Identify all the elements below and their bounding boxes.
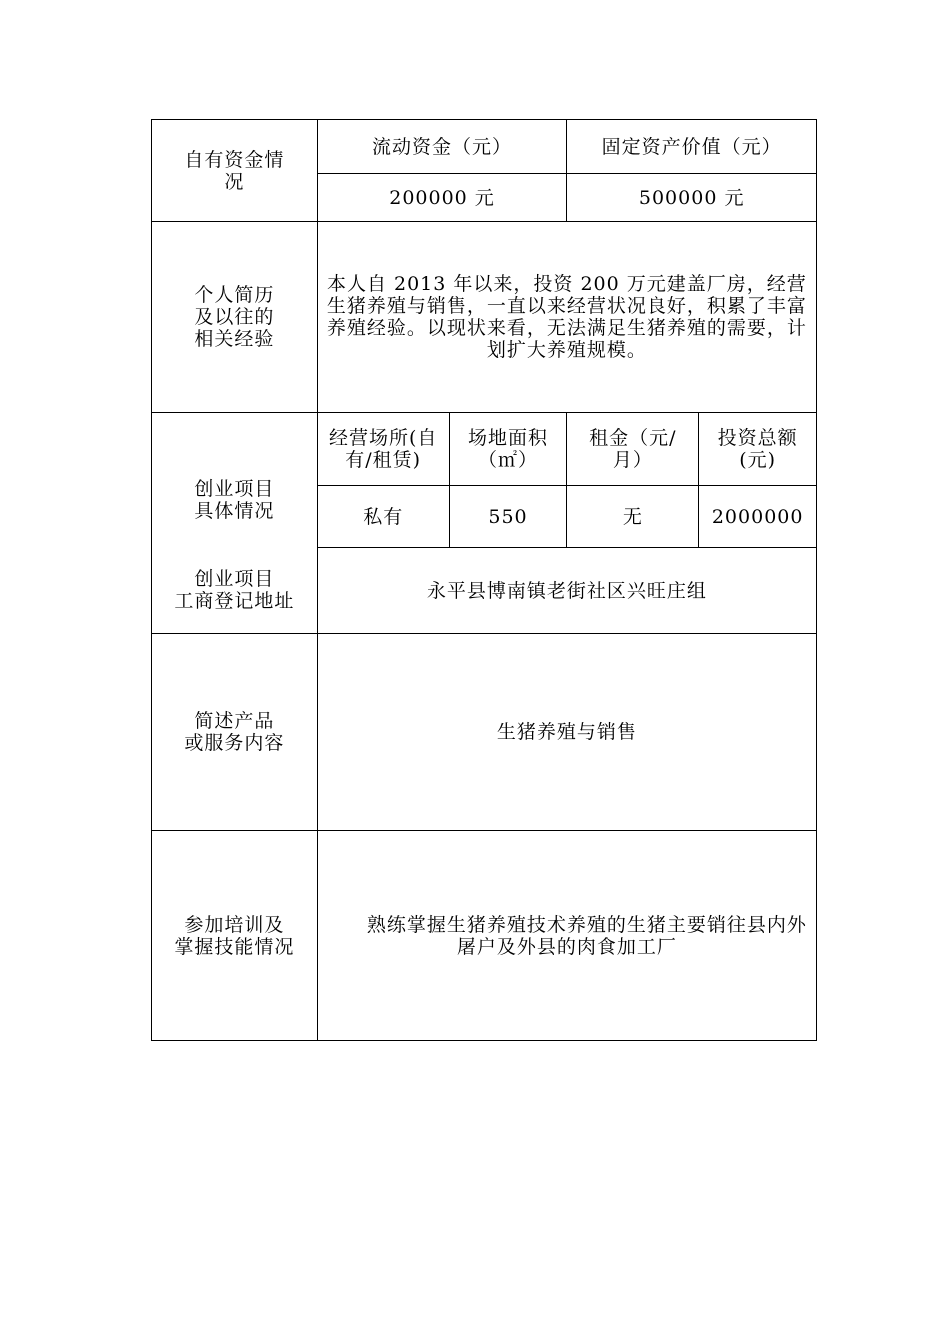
project-label: 创业项目 具体情况 [194,478,275,523]
project-header-investment [699,413,817,486]
resume-text: 本人自 2013 年以来，投资 200 万元建盖厂房，经营生猪养殖与销售，一直以来经营状况良好，积累了丰富养殖经验。以现状来看，无法满足生猪养殖的需要，计划扩大养殖规模。 [317,222,816,413]
project-label-cell [152,413,318,548]
product-text: 生猪养殖与销售 [317,634,816,831]
application-form-table [151,119,817,1041]
resume-row [152,222,817,413]
registration-label-cell [152,548,318,634]
resume-label-cell [152,222,318,413]
registration-address: 永平县博南镇老街社区兴旺庄组 [317,548,816,634]
training-label: 参加培训及 掌握技能情况 [174,913,295,958]
project-header-premises [317,413,449,486]
product-label: 简述产品 或服务内容 [184,710,285,754]
project-header-area [449,413,567,486]
funds-header-row [152,120,817,174]
investment-header-label: 投资总额 (元) [717,427,798,471]
training-text: 熟练掌握生猪养殖技术养殖的生猪主要销往县内外屠户及外县的肉食加工厂 [317,831,816,1041]
fixed-assets-value: 500000 元 [567,174,817,222]
premises-header-label: 经营场所(自 有/租赁) [328,427,438,471]
product-row [152,634,817,831]
project-header-rent [567,413,699,486]
resume-label: 个人简历 及以往的 相关经验 [194,284,275,350]
working-capital-header: 流动资金（元） [317,120,567,174]
project-header-row [152,413,817,486]
premises-value: 私有 [317,486,449,548]
product-label-cell [152,634,318,831]
fixed-assets-header: 固定资产价值（元） [567,120,817,174]
investment-value: 2000000 [699,486,817,548]
funds-label: 自有资金情 况 [184,148,285,193]
training-row [152,831,817,1041]
working-capital-value: 200000 元 [317,174,567,222]
registration-label: 创业项目 工商登记地址 [174,568,295,613]
area-value: 550 [449,486,567,548]
area-header-label: 场地面积 （㎡） [468,427,549,471]
training-label-cell [152,831,318,1041]
registration-row [152,548,817,634]
funds-label-cell [152,120,318,222]
rent-value: 无 [567,486,699,548]
rent-header-label: 租金（元/ 月） [589,427,677,471]
